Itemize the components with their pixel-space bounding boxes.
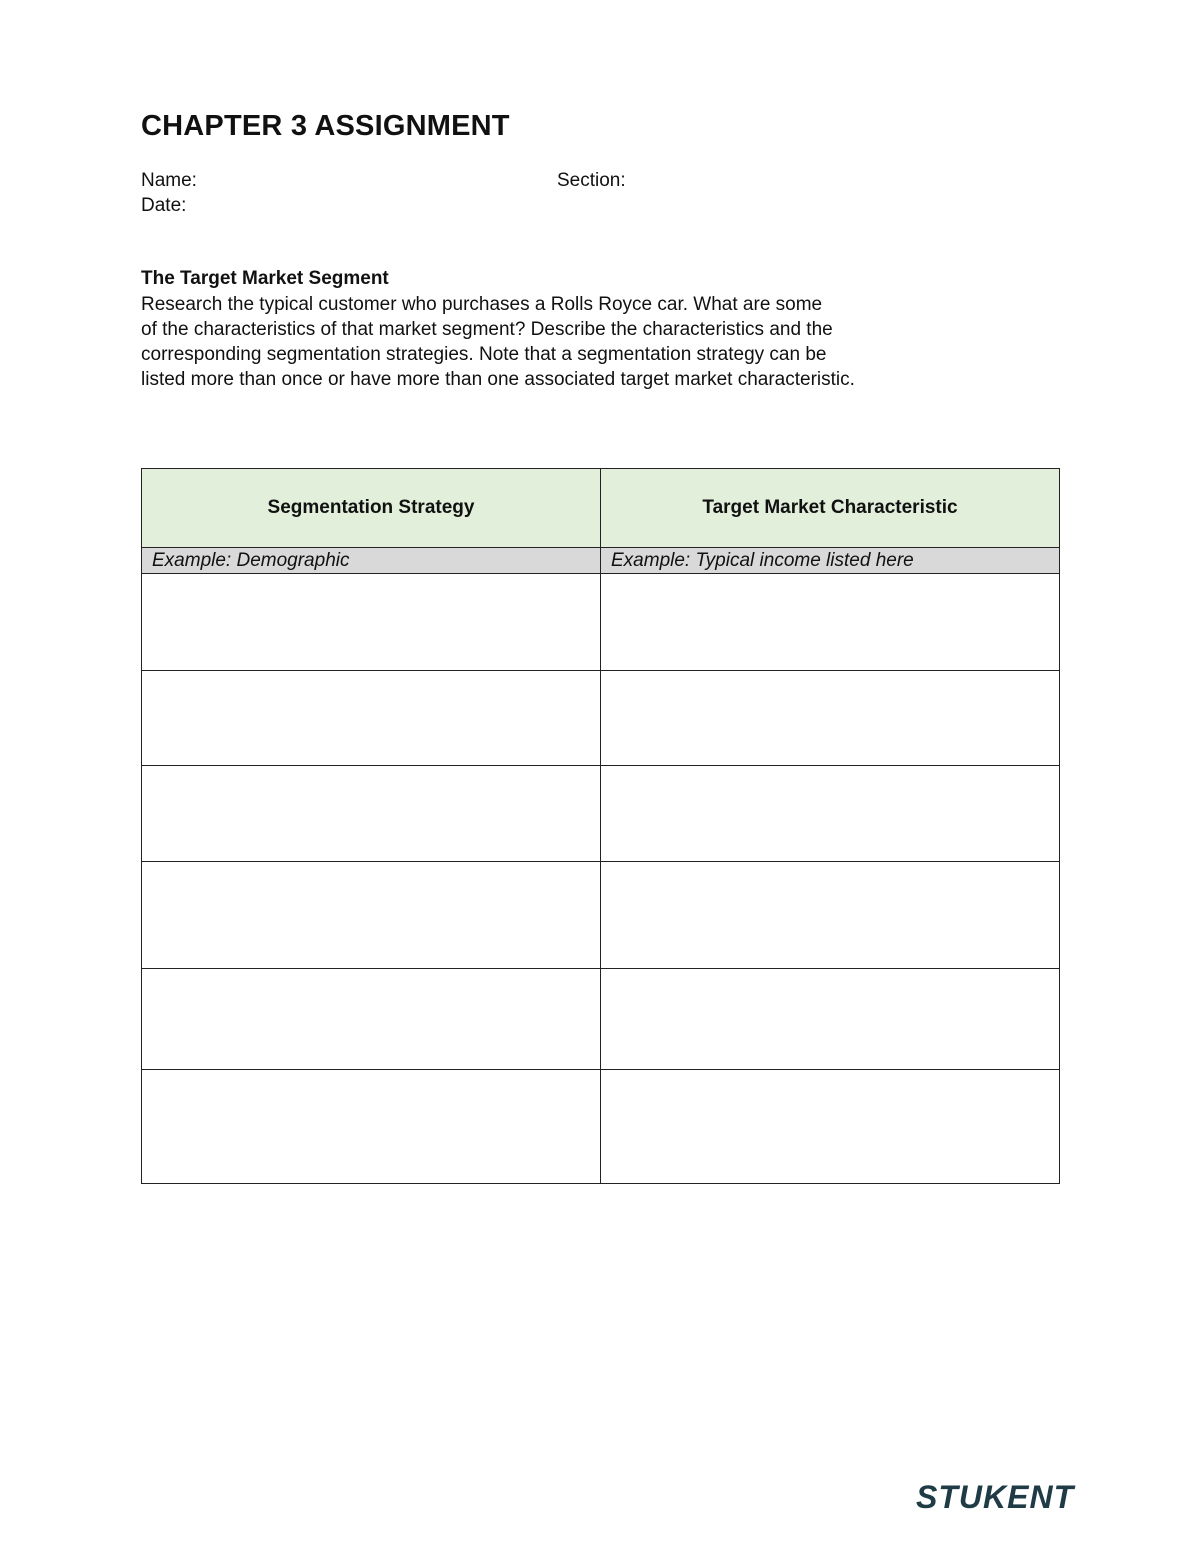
characteristic-cell[interactable]	[601, 766, 1060, 862]
table-row	[142, 766, 1060, 862]
example-row	[142, 548, 1060, 574]
section-heading: The Target Market Segment	[141, 268, 389, 289]
strategy-cell[interactable]	[142, 671, 601, 766]
example-strategy-cell: Example: Demographic	[142, 548, 601, 574]
name-label: Name:	[141, 170, 197, 191]
segmentation-table	[141, 468, 1060, 1184]
characteristic-cell[interactable]	[601, 1070, 1060, 1184]
characteristic-cell[interactable]	[601, 862, 1060, 969]
characteristic-cell[interactable]	[601, 969, 1060, 1070]
characteristic-cell[interactable]	[601, 574, 1060, 671]
table-row	[142, 969, 1060, 1070]
header-target-market-characteristic: Target Market Characteristic	[601, 469, 1060, 548]
strategy-cell[interactable]	[142, 969, 601, 1070]
instructions-paragraph	[141, 292, 971, 392]
table-header-row	[142, 469, 1060, 548]
date-label: Date:	[141, 195, 187, 216]
example-characteristic-cell: Example: Typical income listed here	[601, 548, 1060, 574]
section-label: Section:	[557, 170, 626, 191]
instruction-line: Research the typical customer who purchases a Rolls Royce car. What are some	[141, 294, 823, 315]
stukent-logo	[916, 1478, 1076, 1514]
header-segmentation-strategy: Segmentation Strategy	[142, 469, 601, 548]
instruction-line: listed more than once or have more than one associated target market characteristic.	[141, 369, 855, 390]
table-row	[142, 1070, 1060, 1184]
strategy-cell[interactable]	[142, 1070, 601, 1184]
instruction-line: of the characteristics of that market segment? Describe the characteristics and the	[141, 319, 833, 340]
page-title: CHAPTER 3 ASSIGNMENT	[141, 110, 510, 142]
table-row	[142, 574, 1060, 671]
strategy-cell[interactable]	[142, 862, 601, 969]
strategy-cell[interactable]	[142, 766, 601, 862]
table-row	[142, 671, 1060, 766]
characteristic-cell[interactable]	[601, 671, 1060, 766]
logo-text: STUKENT	[916, 1479, 1075, 1514]
strategy-cell[interactable]	[142, 574, 601, 671]
table-row	[142, 862, 1060, 969]
instruction-line: corresponding segmentation strategies. Note that a segmentation strategy can be	[141, 344, 827, 365]
